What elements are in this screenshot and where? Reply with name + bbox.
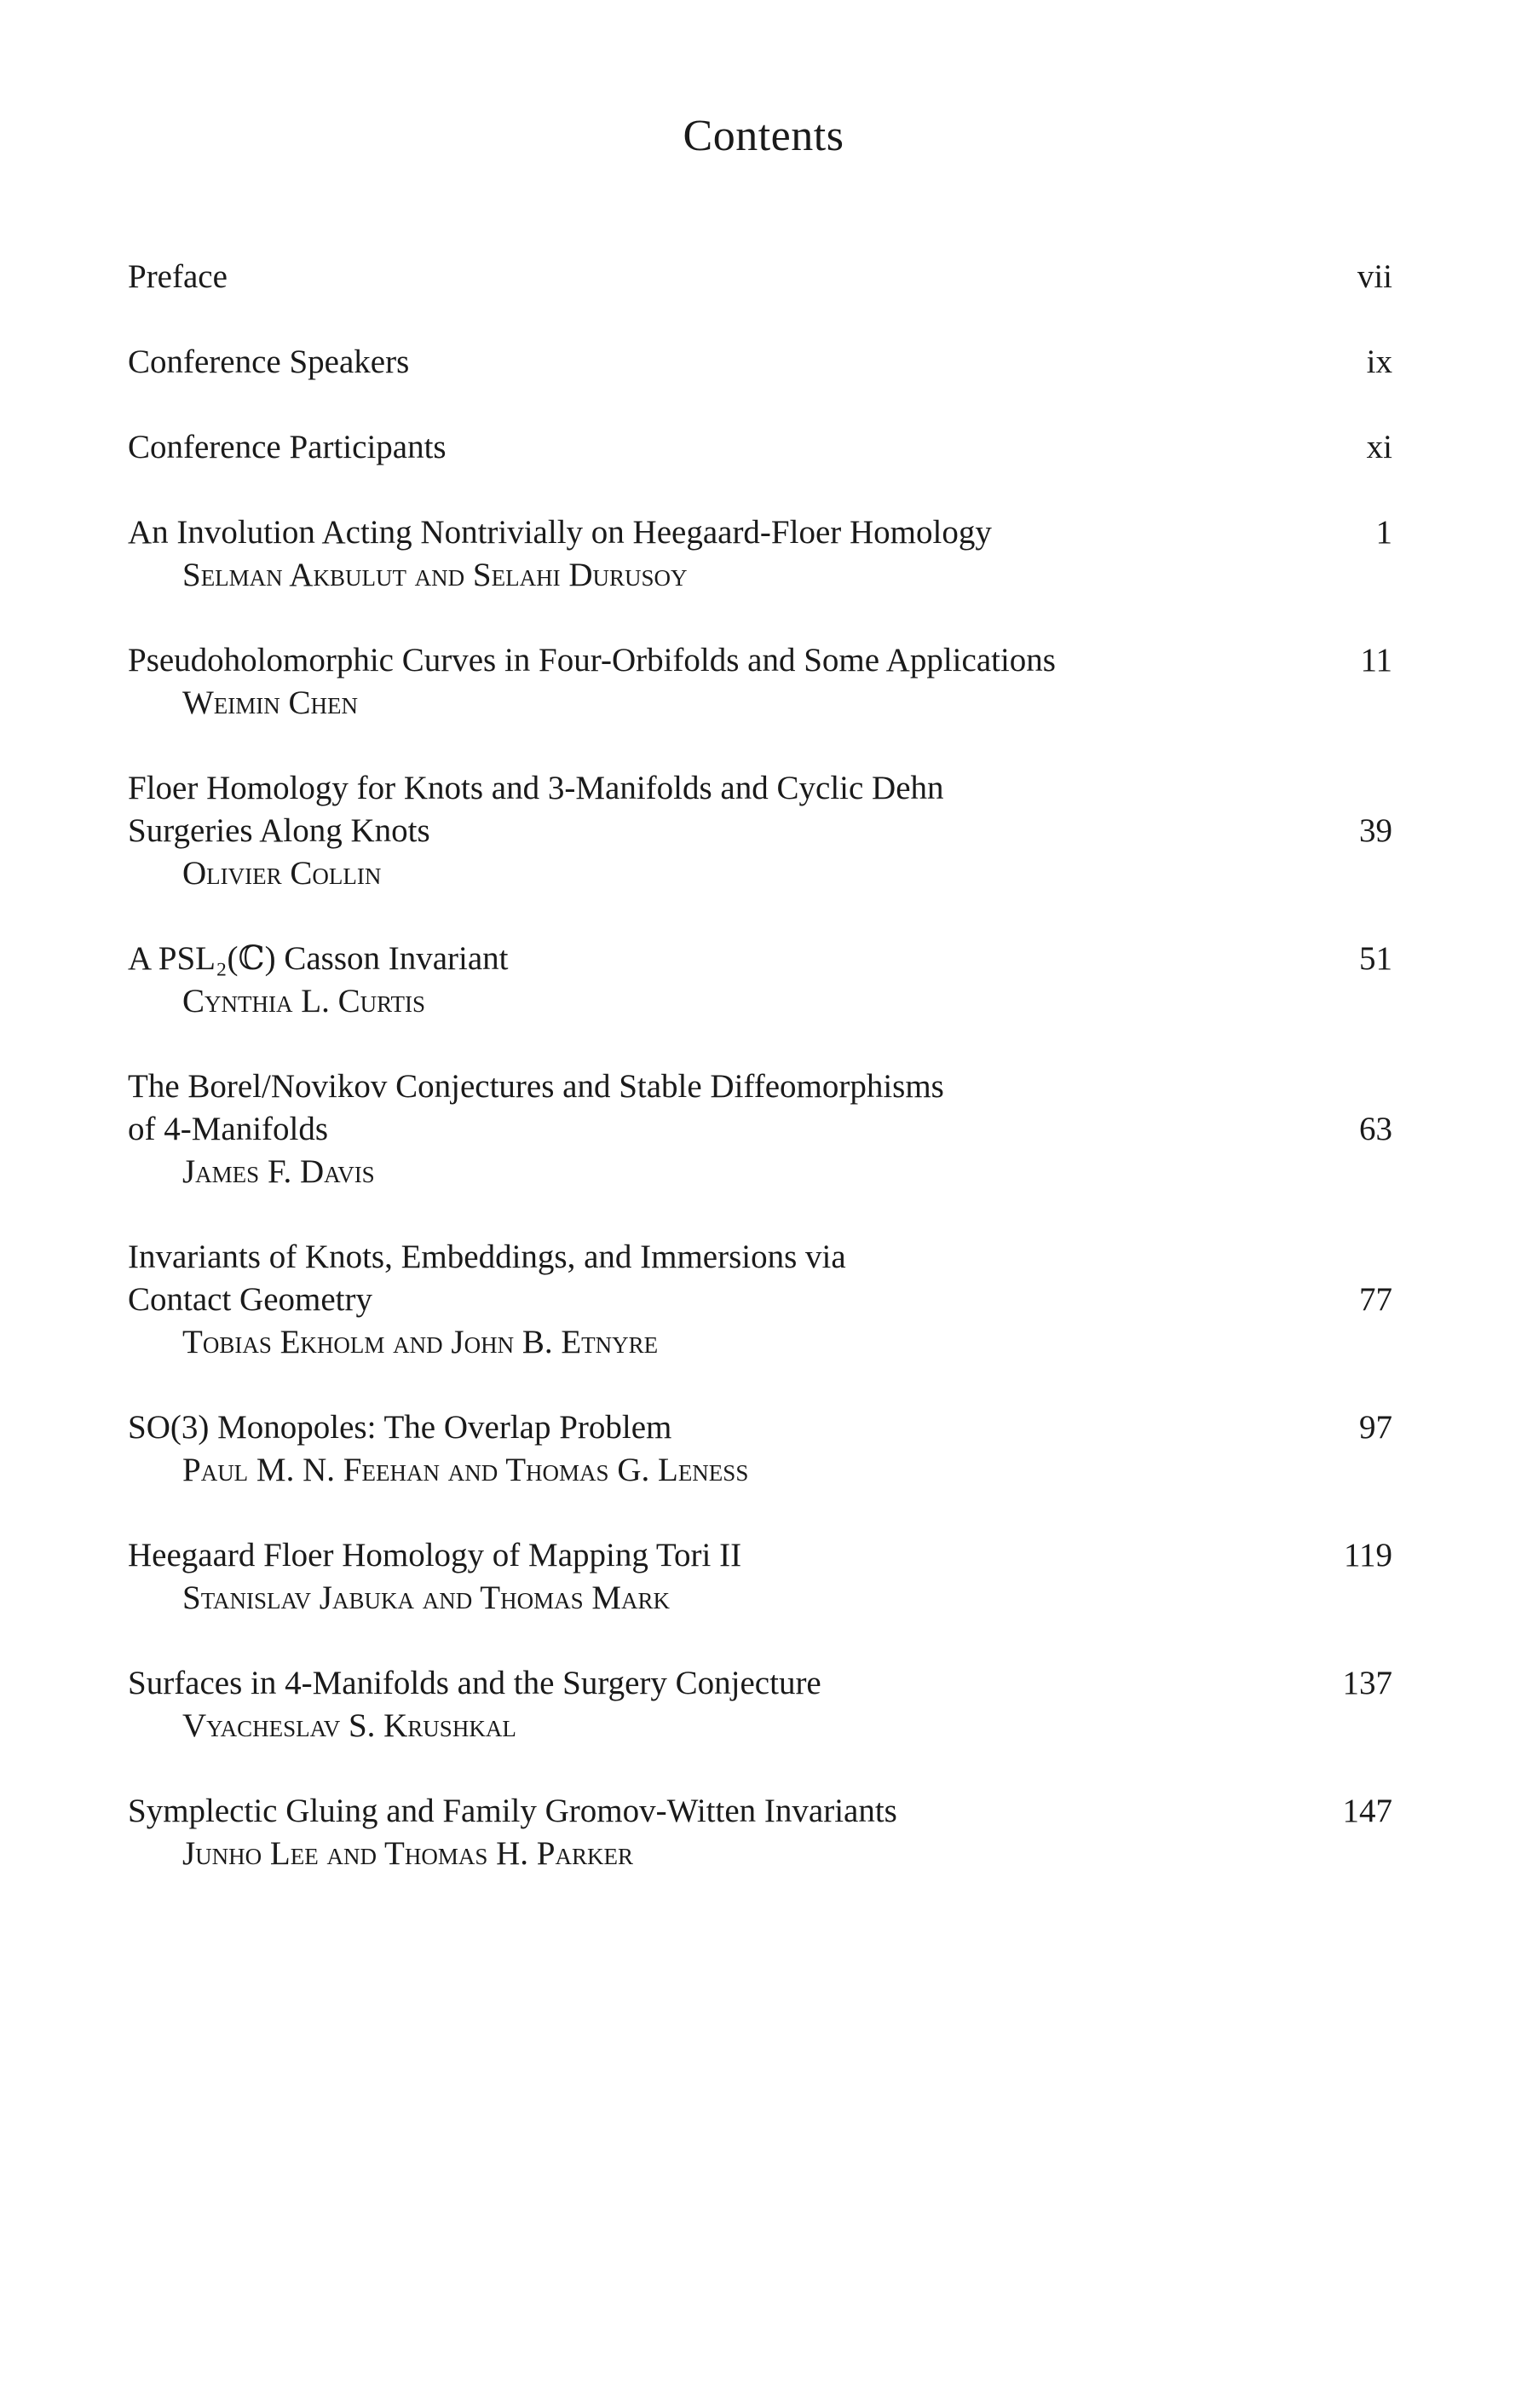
toc-entry-article[interactable] — [128, 1065, 1392, 1193]
toc-entry-title-continued: Contact Geometry — [128, 1281, 372, 1318]
toc-page-number: 39 — [1359, 812, 1392, 849]
toc-entry-title: Invariants of Knots, Embeddings, and Immersions via — [128, 1239, 846, 1275]
toc-page-number: vii — [1357, 258, 1392, 295]
toc-entry-article[interactable] — [128, 1406, 1392, 1492]
toc-entry-title: Conference Speakers — [128, 344, 410, 380]
toc-entry-article[interactable] — [128, 1790, 1392, 1875]
toc-entry-article[interactable] — [128, 1534, 1392, 1620]
toc-entry-authors: Tobias Ekholm and John B. Etnyre — [182, 1324, 659, 1360]
toc-entry-title: An Involution Acting Nontrivially on Heegaard-Floer Homology — [128, 514, 992, 551]
toc-entry-title: Pseudoholomorphic Curves in Four-Orbifolds and Some Applications — [128, 642, 1056, 679]
toc-entry-authors: Stanislav Jabuka and Thomas Mark — [182, 1579, 671, 1616]
toc-entry-article[interactable] — [128, 1662, 1392, 1747]
toc-entry-article[interactable] — [128, 511, 1392, 597]
toc-entry-article[interactable] — [128, 1236, 1392, 1364]
toc-entry-authors: Vyacheslav S. Krushkal — [182, 1707, 516, 1744]
toc-entry-authors: Paul M. N. Feehan and Thomas G. Leness — [182, 1452, 749, 1488]
toc-entry-conference-speakers[interactable] — [128, 341, 1392, 384]
toc-entry-title: The Borel/Novikov Conjectures and Stable Diffeomorphisms — [128, 1068, 944, 1105]
toc-page-number: 51 — [1359, 940, 1392, 977]
toc-entry-title: Heegaard Floer Homology of Mapping Tori II — [128, 1537, 742, 1574]
toc-page-number: 77 — [1359, 1281, 1392, 1318]
toc-entry-article[interactable] — [128, 639, 1392, 725]
toc-entry-authors: Selman Akbulut and Selahi Durusoy — [182, 557, 688, 593]
toc-entry-title: Conference Participants — [128, 429, 447, 465]
toc-entry-title: Surfaces in 4-Manifolds and the Surgery Conjecture — [128, 1665, 821, 1701]
toc-entry-article[interactable] — [128, 767, 1392, 895]
toc-entry-article[interactable] — [128, 938, 1392, 1023]
toc-entry-conference-participants[interactable] — [128, 426, 1392, 469]
toc-entry-title: Symplectic Gluing and Family Gromov-Witten Invariants — [128, 1793, 897, 1829]
toc-page-number: 119 — [1343, 1537, 1392, 1574]
toc-entry-title: A PSL₂(ℂ) Casson Invariant — [128, 940, 509, 977]
toc-entry-authors: Olivier Collin — [182, 855, 382, 892]
toc-entry-title: Preface — [128, 258, 228, 295]
toc-entry-authors: Weimin Chen — [182, 684, 359, 721]
toc-page-number: 63 — [1359, 1111, 1392, 1147]
toc-page-number: xi — [1366, 429, 1392, 465]
toc-page-number: ix — [1366, 344, 1392, 380]
toc-entry-authors: James F. Davis — [182, 1153, 375, 1190]
toc-entry-title: Floer Homology for Knots and 3-Manifolds and Cyclic Dehn — [128, 770, 944, 806]
toc-entry-title-continued: Surgeries Along Knots — [128, 812, 430, 849]
page-title: Contents — [683, 112, 844, 160]
toc-page-number: 97 — [1359, 1409, 1392, 1446]
toc-entry-title: SO(3) Monopoles: The Overlap Problem — [128, 1409, 672, 1446]
toc-page-number: 137 — [1342, 1665, 1392, 1701]
table-of-contents — [128, 256, 1392, 1918]
toc-entry-preface[interactable] — [128, 256, 1392, 298]
toc-page-number: 147 — [1342, 1793, 1392, 1829]
toc-page-number: 1 — [1375, 514, 1392, 551]
toc-entry-authors: Cynthia L. Curtis — [182, 983, 425, 1019]
toc-entry-title-continued: of 4-Manifolds — [128, 1111, 329, 1147]
toc-entry-authors: Junho Lee and Thomas H. Parker — [182, 1835, 633, 1872]
toc-page-number: 11 — [1360, 642, 1392, 679]
